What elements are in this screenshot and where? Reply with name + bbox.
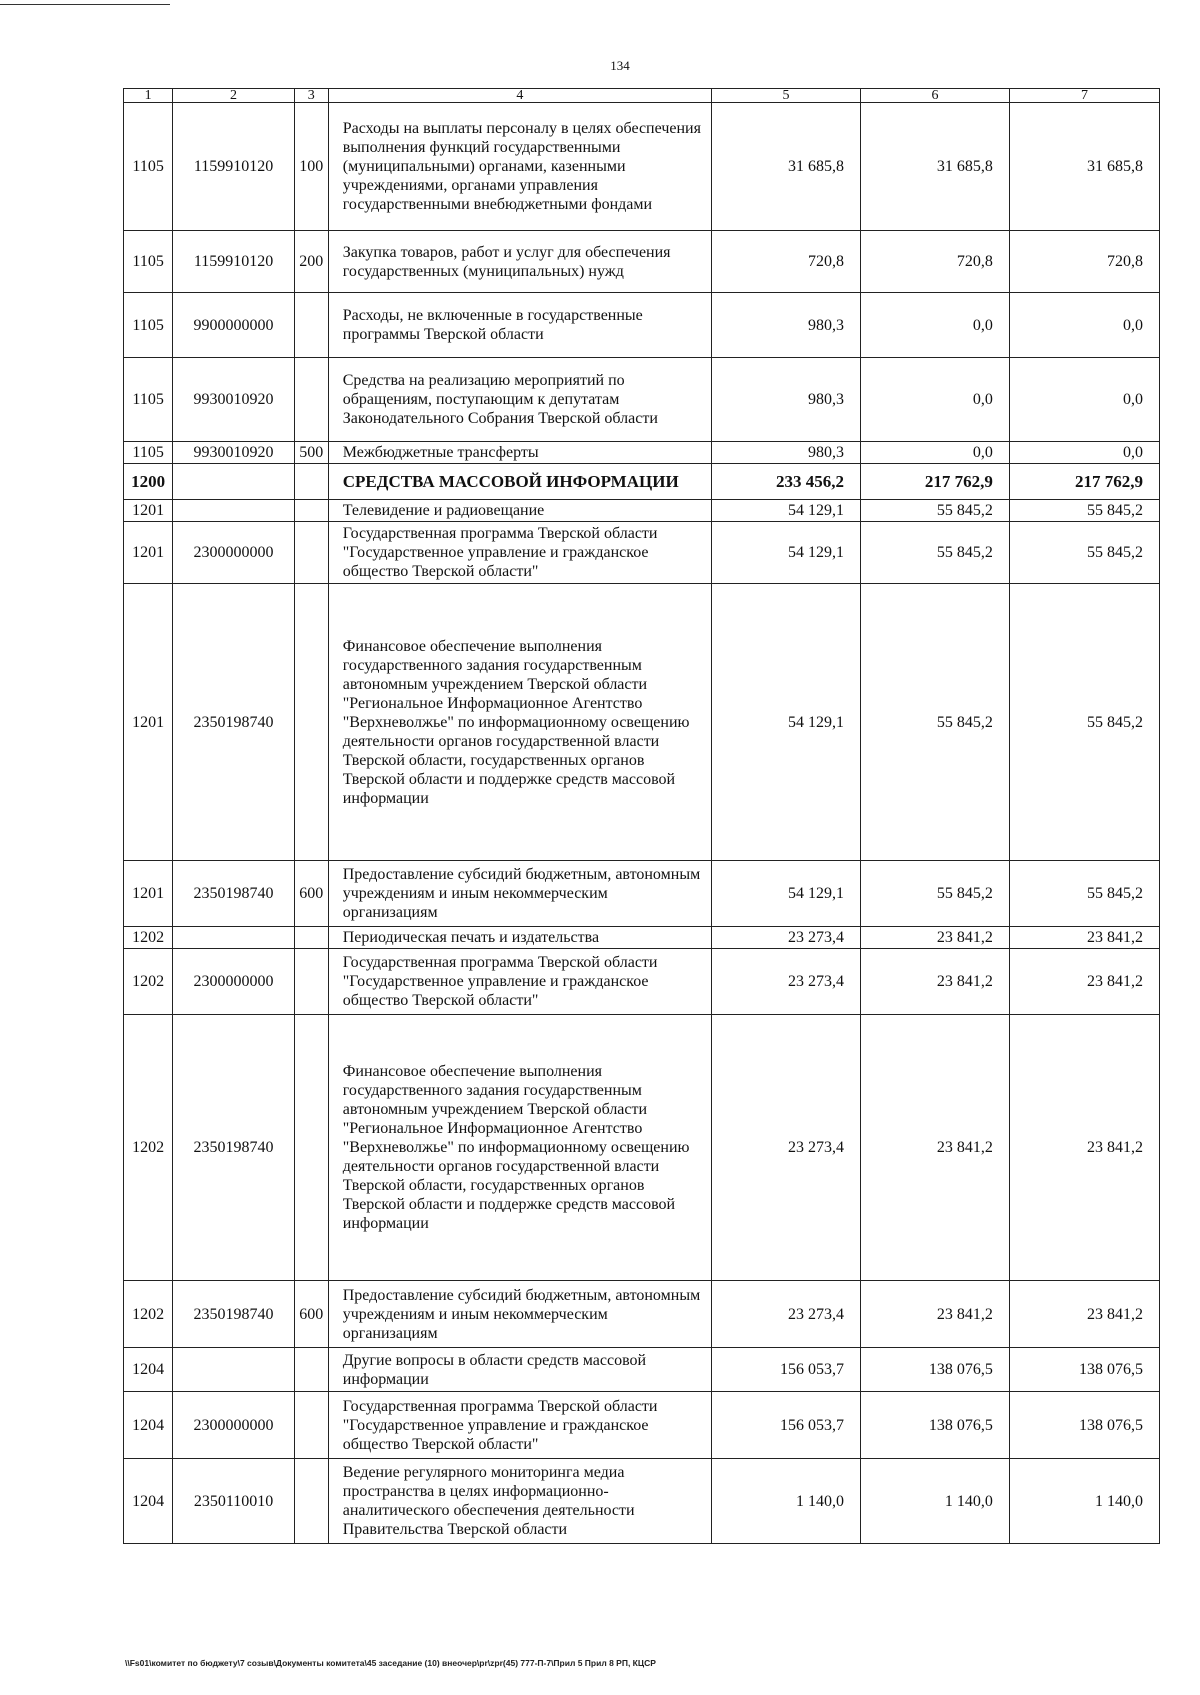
amount-col7: 0,0: [1009, 358, 1159, 442]
column-header: 5: [712, 89, 861, 103]
amount-col5: 23 273,4: [712, 1281, 861, 1348]
amount-col6: 217 762,9: [860, 464, 1009, 500]
table-row: [124, 1348, 1160, 1392]
table-row: [124, 949, 1160, 1015]
amount-col6: 55 845,2: [860, 861, 1009, 927]
amount-col6: 0,0: [860, 442, 1009, 464]
expense-type-code: [294, 464, 328, 500]
amount-col5: 23 273,4: [712, 1015, 861, 1281]
amount-col5: 980,3: [712, 358, 861, 442]
section-code: 1202: [124, 1015, 173, 1281]
table-row: [124, 442, 1160, 464]
amount-col5: 23 273,4: [712, 927, 861, 949]
amount-col5: 31 685,8: [712, 103, 861, 231]
target-code: [173, 500, 295, 522]
item-name: Финансовое обеспечение выполнения государственного задания государственным автономным учреждением Тверской области "Региональное Информационное Агентство "Верхневолжье" по информационному освещению деятельности органов государственной власти Тверской области, государственных органов Тверской области и поддержке средств массовой информации: [328, 1015, 711, 1281]
expense-type-code: 600: [294, 1281, 328, 1348]
amount-col7: 0,0: [1009, 293, 1159, 358]
item-name: СРЕДСТВА МАССОВОЙ ИНФОРМАЦИИ: [328, 464, 711, 500]
budget-table: [123, 88, 1160, 1544]
amount-col7: 0,0: [1009, 442, 1159, 464]
amount-col5: 233 456,2: [712, 464, 861, 500]
expense-type-code: [294, 358, 328, 442]
table-row: [124, 861, 1160, 927]
section-code: 1201: [124, 861, 173, 927]
column-header: 2: [173, 89, 295, 103]
amount-col7: 720,8: [1009, 231, 1159, 293]
target-code: 2350198740: [173, 584, 295, 861]
expense-type-code: 100: [294, 103, 328, 231]
table-row: [124, 103, 1160, 231]
table-row: [124, 522, 1160, 584]
item-name: Расходы на выплаты персоналу в целях обеспечения выполнения функций государственными (муниципальными) органами, казенными учреждениями, органами управления государственными внебюджетными фондами: [328, 103, 711, 231]
expense-type-code: 600: [294, 861, 328, 927]
target-code: 2300000000: [173, 522, 295, 584]
section-code: 1204: [124, 1392, 173, 1459]
file-path-footer: \\Fs01\комитет по бюджету\7 созыв\Документы комитета\45 заседание (10) внеочер\pr\zpr(45) 777-П-7\Прил 5 Прил 8 РП, КЦСР: [125, 1658, 656, 1668]
amount-col7: 55 845,2: [1009, 500, 1159, 522]
item-name: Закупка товаров, работ и услуг для обеспечения государственных (муниципальных) нужд: [328, 231, 711, 293]
amount-col7: 217 762,9: [1009, 464, 1159, 500]
table-row: [124, 927, 1160, 949]
target-code: 2350198740: [173, 861, 295, 927]
item-name: Другие вопросы в области средств массовой информации: [328, 1348, 711, 1392]
section-code: 1204: [124, 1348, 173, 1392]
amount-col7: 55 845,2: [1009, 861, 1159, 927]
table-row: [124, 1392, 1160, 1459]
amount-col7: 138 076,5: [1009, 1348, 1159, 1392]
expense-type-code: 500: [294, 442, 328, 464]
table-row: [124, 1015, 1160, 1281]
target-code: 9930010920: [173, 442, 295, 464]
amount-col6: 1 140,0: [860, 1459, 1009, 1544]
section-code: 1105: [124, 103, 173, 231]
target-code: 1159910120: [173, 231, 295, 293]
item-name: Государственная программа Тверской области "Государственное управление и гражданское общество Тверской области": [328, 1392, 711, 1459]
amount-col7: 23 841,2: [1009, 949, 1159, 1015]
section-code: 1105: [124, 442, 173, 464]
section-code: 1105: [124, 293, 173, 358]
target-code: 2350198740: [173, 1281, 295, 1348]
amount-col6: 31 685,8: [860, 103, 1009, 231]
item-name: Финансовое обеспечение выполнения государственного задания государственным автономным учреждением Тверской области "Региональное Информационное Агентство "Верхневолжье" по информационному освещению деятельности органов государственной власти Тверской области, государственных органов Тверской области и поддержке средств массовой информации: [328, 584, 711, 861]
expense-type-code: [294, 1459, 328, 1544]
expense-type-code: [294, 1015, 328, 1281]
amount-col7: 23 841,2: [1009, 927, 1159, 949]
amount-col5: 156 053,7: [712, 1348, 861, 1392]
target-code: 2300000000: [173, 949, 295, 1015]
expense-type-code: [294, 500, 328, 522]
target-code: 2350198740: [173, 1015, 295, 1281]
column-header: 7: [1009, 89, 1159, 103]
amount-col7: 23 841,2: [1009, 1281, 1159, 1348]
section-code: 1201: [124, 522, 173, 584]
table-row-section-total: [124, 464, 1160, 500]
amount-col6: 55 845,2: [860, 584, 1009, 861]
column-header: 6: [860, 89, 1009, 103]
amount-col7: 31 685,8: [1009, 103, 1159, 231]
section-code: 1202: [124, 927, 173, 949]
item-name: Межбюджетные трансферты: [328, 442, 711, 464]
table-header-row: [124, 89, 1160, 103]
target-code: 2300000000: [173, 1392, 295, 1459]
amount-col5: 156 053,7: [712, 1392, 861, 1459]
target-code: 2350110010: [173, 1459, 295, 1544]
amount-col6: 0,0: [860, 358, 1009, 442]
amount-col7: 55 845,2: [1009, 522, 1159, 584]
section-code: 1105: [124, 358, 173, 442]
expense-type-code: [294, 584, 328, 861]
target-code: [173, 464, 295, 500]
section-code: 1105: [124, 231, 173, 293]
amount-col7: 138 076,5: [1009, 1392, 1159, 1459]
table-row: [124, 231, 1160, 293]
amount-col5: 23 273,4: [712, 949, 861, 1015]
amount-col6: 55 845,2: [860, 500, 1009, 522]
section-code: 1201: [124, 584, 173, 861]
expense-type-code: [294, 293, 328, 358]
item-name: Государственная программа Тверской области "Государственное управление и гражданское общество Тверской области": [328, 949, 711, 1015]
column-header: 1: [124, 89, 173, 103]
amount-col5: 54 129,1: [712, 522, 861, 584]
amount-col6: 0,0: [860, 293, 1009, 358]
amount-col6: 720,8: [860, 231, 1009, 293]
amount-col6: 55 845,2: [860, 522, 1009, 584]
item-name: Предоставление субсидий бюджетным, автономным учреждениям и иным некоммерческим организациям: [328, 1281, 711, 1348]
expense-type-code: 200: [294, 231, 328, 293]
expense-type-code: [294, 927, 328, 949]
amount-col7: 23 841,2: [1009, 1015, 1159, 1281]
target-code: [173, 1348, 295, 1392]
target-code: [173, 927, 295, 949]
target-code: 9900000000: [173, 293, 295, 358]
table-row: [124, 500, 1160, 522]
amount-col5: 720,8: [712, 231, 861, 293]
expense-type-code: [294, 522, 328, 584]
amount-col6: 138 076,5: [860, 1348, 1009, 1392]
table-row: [124, 293, 1160, 358]
section-code: 1204: [124, 1459, 173, 1544]
item-name: Ведение регулярного мониторинга медиа пространства в целях информационно-аналитического обеспечения деятельности Правительства Тверской области: [328, 1459, 711, 1544]
table-row: [124, 584, 1160, 861]
amount-col6: 23 841,2: [860, 949, 1009, 1015]
expense-type-code: [294, 1348, 328, 1392]
page-number: 134: [610, 58, 630, 73]
item-name: Телевидение и радиовещание: [328, 500, 711, 522]
amount-col6: 23 841,2: [860, 1281, 1009, 1348]
item-name: Периодическая печать и издательства: [328, 927, 711, 949]
amount-col6: 138 076,5: [860, 1392, 1009, 1459]
table-row: [124, 358, 1160, 442]
section-code: 1200: [124, 464, 173, 500]
section-code: 1202: [124, 949, 173, 1015]
amount-col5: 54 129,1: [712, 584, 861, 861]
amount-col5: 54 129,1: [712, 500, 861, 522]
item-name: Средства на реализацию мероприятий по обращениям, поступающим к депутатам Законодательного Собрания Тверской области: [328, 358, 711, 442]
top-rule: [0, 4, 170, 5]
table-row: [124, 1459, 1160, 1544]
section-code: 1201: [124, 500, 173, 522]
amount-col7: 1 140,0: [1009, 1459, 1159, 1544]
amount-col7: 55 845,2: [1009, 584, 1159, 861]
amount-col5: 1 140,0: [712, 1459, 861, 1544]
table-row: [124, 1281, 1160, 1348]
item-name: Государственная программа Тверской области "Государственное управление и гражданское общество Тверской области": [328, 522, 711, 584]
expense-type-code: [294, 1392, 328, 1459]
amount-col5: 980,3: [712, 293, 861, 358]
expense-type-code: [294, 949, 328, 1015]
amount-col6: 23 841,2: [860, 927, 1009, 949]
section-code: 1202: [124, 1281, 173, 1348]
item-name: Расходы, не включенные в государственные программы Тверской области: [328, 293, 711, 358]
target-code: 9930010920: [173, 358, 295, 442]
column-header: 3: [294, 89, 328, 103]
amount-col6: 23 841,2: [860, 1015, 1009, 1281]
amount-col5: 980,3: [712, 442, 861, 464]
target-code: 1159910120: [173, 103, 295, 231]
column-header: 4: [328, 89, 711, 103]
item-name: Предоставление субсидий бюджетным, автономным учреждениям и иным некоммерческим организациям: [328, 861, 711, 927]
amount-col5: 54 129,1: [712, 861, 861, 927]
